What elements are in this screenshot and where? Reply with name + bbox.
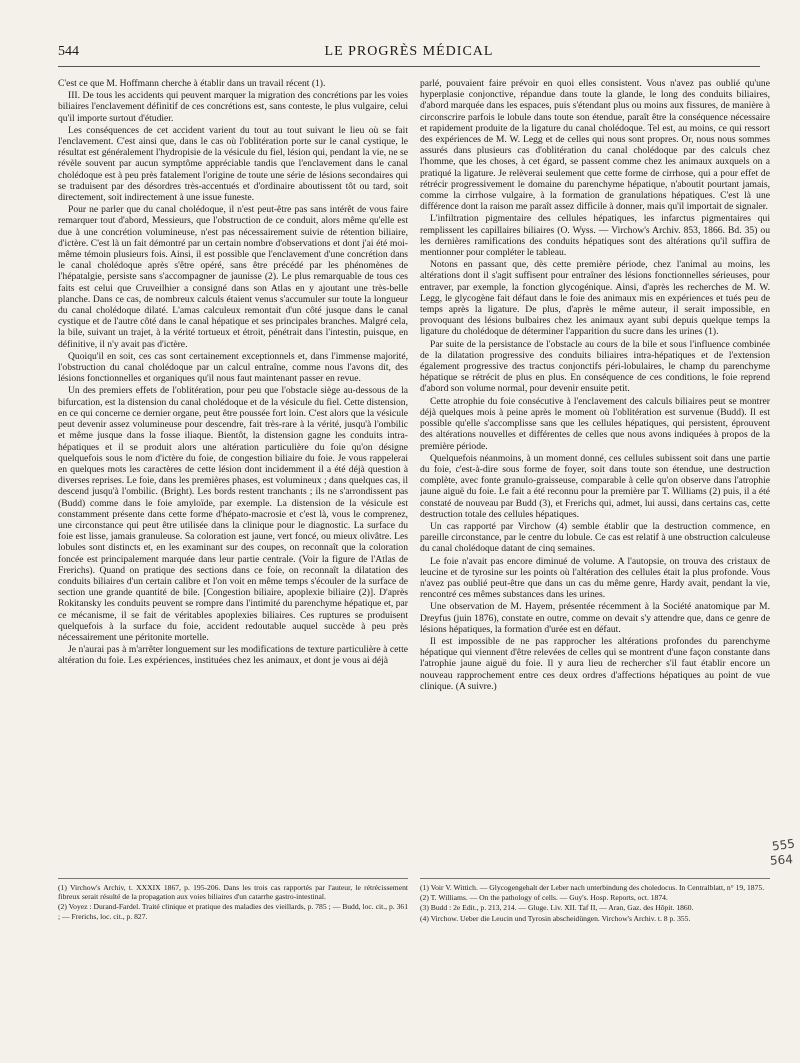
footnote: (4) Virchow. Ueber die Leucin und Tyrosin abscheidüngen. Virchow's Archiv. t. 8 p. 355.: [420, 913, 691, 923]
paragraph: Cette atrophie du foie consécutive à l'enclavement des calculs biliaires peut se montrer déjà quelques mois à peine après le moment où l'oblitération est survenue (Budd). Il est possible qu'elle s'accomplisse sans que les cellules hépatiques, qui persistent, éprouvent des altérations nouvelles et différentes de celles que nous avons indiquées à propos de la première période.: [420, 395, 770, 452]
paragraph: Un cas rapporté par Virchow (4) semble établir que la destruction commence, en pareille circonstance, par le centre du lobule. Ce cas est relatif à une obstruction calculeuse du canal cholédoque datant de cinq semaines.: [420, 520, 770, 555]
paragraph: Par suite de la persistance de l'obstacle au cours de la bile et sous l'influence combinée de la dilatation progressive des conduits biliaires intra-hépatiques et de l'extension également progressive des tractus conjonctifs péri-lobulaires, le champ du parenchyme hépatique se rétrécit de plus en plus. En conséquence de ces conditions, le foie reprend d'abord son volume normal, pour devenir ensuite petit.: [420, 338, 770, 395]
right-column: [420, 78, 770, 978]
paragraph: Une observation de M. Hayem, présentée récemment à la Société anatomique par M. Dreyfus (juin 1876), constate en outre, comme on devait s'y attendre que, dans ce genre de lésions hépatiques, la formation d'urée est en défaut.: [420, 601, 770, 635]
paragraph: Le foie n'avait pas encore diminué de volume. A l'autopsie, on trouva des cristaux de leucine et de tyrosine sur les points où l'altération des cellules était la plus profonde. Vous n'avez pas oublié peut-être que dans un cas du même genre, Hardy avait, pendant la vie, rencontré ces mêmes substances dans les urines.: [420, 555, 770, 601]
paragraph: C'est ce que M. Hoffmann cherche à établir dans un travail récent (1).: [58, 78, 326, 89]
paragraph: Il est impossible de ne pas rapprocher les altérations profondes du parenchyme hépatique qui viennent d'être relevées de celles qui se montrent d'une façon constante dans l'atrophie jaune aiguë du foie. Il y aura lieu de rechercher s'il faut établir encore un nouveau rapprochement entre ces deux ordres d'affections hépatiques au point de vue clinique. (A suivre.): [420, 635, 770, 692]
right-footnotes: [420, 878, 770, 924]
footnote: (3) Budd : 2e Edit., p. 213, 214. — Gluge. Liv. XII. Taf II, — Aran, Gaz. des Hôpit. 1860.: [420, 903, 694, 913]
footnote: (2) Voyez : Durand-Fardel. Traité clinique et pratique des maladies des vieillards, p. 785 ; — Budd, loc. cit., p. 361 ; — Frerichs, loc. cit., p. 827.: [58, 902, 408, 921]
paragraph: Pour ne parler que du canal cholédoque, il n'est peut-être pas sans intérêt de vous faire remarquer tout d'abord, Messieurs, que l'obstruction de ce conduit, alors même qu'elle est due à une concrétion volumineuse, n'est pas nécessairement suivie de rétention biliaire, d'ictère. C'est là un fait démontré par un certain nombre d'observations et dont j'ai été moi-même témoin plusieurs fois. Ainsi, il est possible que l'enclavement d'une concrétion dans le canal cholédoque après s'être opéré, sans être précédé par les phénomènes de l'hépatalgie, persiste sans s'accompagner de jaunisse (2). Le plus remarquable de tous ces faits est celui que Cruveilhier a consigné dans son Atlas en y ajoutant une très-belle planche. Dans ce cas, de nombreux calculs étaient venus s'accumuler sur toute la longueur du canal cholédoque dilaté. L'amas calculeux remontait d'un côté jusque dans le canal cystique et de l'autre côté dans le canal hépatique et ses principales branches. Malgré cela, la bile, suivant un trajet, à la vérité tortueux et étroit, pénétrait dans l'intestin, puisque, en définitive, il n'y avait pas d'ictère.: [58, 204, 408, 350]
page-header: [58, 44, 760, 66]
paragraph: Notons en passant que, dès cette première période, chez l'animal au moins, les altérations dont il s'agit suffisent pour entraîner des lésions fonctionnelles sérieuses, pour entraver, par exemple, la fonction glycogénique. Ainsi, d'après les recherches de M. W. Legg, le glycogène fait défaut dans le foie des animaux mis en expériences et tués peu de temps après la ligature. De plus, d'après le même auteur, il serait impossible, en provoquant des lésions bulbaires chez les animaux ayant subi depuis quelque temps la ligature du cholédoque de déterminer l'apparition du sucre dans les urines (1).: [420, 259, 770, 338]
paragraph: Un des premiers effets de l'oblitération, pour peu que l'obstacle siège au-dessous de la bifurcation, est la distension du canal cholédoque et de la vésicule du fiel. Cette distension, en ce qui concerne ce dernier organe, peut être poussée fort loin. C'est alors que la vésicule peut devenir assez volumineuse pour descendre, fait très-rare à la vérité, jusqu'à l'ombilic et même jusque dans la fosse iliaque. Bientôt, la distension gagne les conduits intra-hépatiques et il se produit alors une altération particulière du foie qu'on désigne quelquefois sous le nom d'ictère du foie, de congestion biliaire du foie. Je vous rappelerai en quelques mots les caractères de cette lésion dont incidemment il a été déjà question à diverses reprises. Le foie, dans les premières phases, est volumineux ; dans quelques cas, il descend jusqu'à l'ombilic. (Bright). Les bords restent tranchants ; ils ne s'arrondissent pas (Budd) comme dans le foie amyloïde, par exemple. La distension de la vésicule est constamment présente dans cette forme d'hépato-macrosie et c'est là, vous le comprenez, une circonstance qui peut être utilisée dans la clinique pour le diagnostic. La surface du foie est lisse, jamais granuleuse. Sa coloration est jaune, vert foncé, ou mieux olivâtre. Les lobules sont distincts et, en les examinant sur des coupes, on reconnaît que la coloration foncée est principalement marquée dans leur partie centrale. (Voir la figure de l'Atlas de Frerichs). Quand on pratique des sections dans ce foie, on reconnaît la dilatation des conduits biliaires d'un certain calibre et l'on voit en même temps s'écouler de la surface de section une grande quantité de bile. [Congestion biliaire, apoplexie biliaire (2)]. D'après Rokitansky les conduits peuvent se rompre dans l'intimité du parenchyme hépatique et, par ce mécanisme, il se fait de véritables apoplexies biliaires. Ces ruptures se produisent quelquefois à la surface du foie, accident redoutable auquel succède à peu près nécessairement une péritonite mortelle.: [58, 385, 408, 643]
running-head: LE PROGRÈS MÉDICAL: [324, 44, 494, 59]
paragraph: L'infiltration pigmentaire des cellules hépatiques, les infarctus pigmentaires qui remplissent les capillaires biliaires (O. Wyss. — Virchow's Archiv. 853, 1866. Bd. 35) ou les dernières ramifications des conduits hépatiques sont des altérations qu'il suffira de mentionner pour compléter le tableau.: [420, 213, 770, 259]
footnote: (1) Virchow's Archiv, t. XXXIX 1867, p. 195-206. Dans les trois cas rapportés par l'auteur, le rétrécissement fibreux serait résulté de la propagation aux voies biliaires d'un catarrhe gastro-intestinal.: [58, 883, 408, 902]
paragraph: Les conséquences de cet accident varient du tout au tout suivant le lieu où se fait l'enclavement. C'est ainsi que, dans le cas où l'oblitération porte sur le canal cystique, le résultat est généralement l'hydropisie de la vésicule du fiel, lésion qui, pendant la vie, ne se révèle souvent par aucun symptôme appréciable tandis que l'enclavement dans le canal cholédoque est à peu près fatalement l'origine de toute une série de lésions secondaires qui se traduisent par des désordres très-accentués et d'ordinaire aboutissent tôt ou tard, soit directement, soit indirectement à une issue funeste.: [58, 124, 408, 204]
paragraph: parlé, pouvaient faire prévoir en quoi elles consistent. Vous n'avez pas oublié qu'une hyperplasie conjonctive, répandue dans toute la glande, le long des conduits biliaires, d'abord marquée dans les espaces, puis s'étendant plus ou moins aux fissures, de manière à circonscrire parfois le lobule dans toute son étendue, paraît être la conséquence nécessaire et rapidement produite de la ligature du canal cholédoque. Tel est, au moins, ce qui ressort des expériences de M. W. Legg et de celles qui nous sont propres. Or, nous nous sommes assurés dans plusieurs cas d'oblitération du canal cholédoque par des calculs chez l'homme, que les choses, à cet égard, se passent comme chez les animaux auxquels on a pratiqué la ligature. Je relèverai seulement que cette forme de cirrhose, qui a pour effet de rétrécir progressivement le domaine du parenchyme hépatique, n'aboutit pourtant jamais, comme la cirrhose vulgaire, à la formation de granulations hépatiques. C'est là une différence dont la raison me paraît assez difficile à donner, mais qu'il importait de signaler.: [420, 78, 770, 213]
footnote: (2) T. Williams. — On the pathology of cells. — Guy's. Hosp. Reports, oct. 1874.: [420, 893, 668, 903]
header-rule: [58, 66, 760, 67]
footnote: (1) Voir V. Wittich. — Glycogengehalt der Leber nach unterbindung des choledocus. In Centralblatt, n° 19, 1875.: [420, 883, 765, 892]
paragraph: Quelquefois néanmoins, à un moment donné, ces cellules subissent soit dans une partie du foie, c'est-à-dire sous forme de foyer, soit dans toute son étendue, une destruction complète, avec fonte granulo-graisseuse, comparable à celle qu'on observe dans l'atrophie jaune aiguë du foie. Le fait a été reconnu pour la première par T. Williams (2) puis, il a été constaté de nouveau par Budd (3), et Frerichs qui, admet, lui aussi, dans certains cas, cette destruction totale des cellules hépatiques.: [420, 452, 770, 520]
paragraph: III. De tous les accidents qui peuvent marquer la migration des concrétions par les voies biliaires l'enclavement définitif de ces concrétions est, sans conteste, le plus vulgaire, celui qu'il importe surtout d'étudier.: [58, 90, 408, 124]
handwritten-margin-note: 555: [771, 836, 796, 854]
paragraph: Quoiqu'il en soit, ces cas sont certainement exceptionnels et, dans l'immense majorité, l'obstruction du canal cholédoque par un calcul entraîne, comme nous l'avons dit, des lésions fonctionnelles et organiques qu'il nous faut maintenant passer en revue.: [58, 350, 408, 385]
paragraph: Je n'aurai pas à m'arrêter longuement sur les modifications de texture particulière à cette altération du foie. Les expériences, instituées chez les animaux, et dont je vous ai déjà: [58, 644, 408, 667]
page-number: 544: [58, 44, 79, 59]
left-footnotes: [58, 878, 408, 922]
left-column: [58, 78, 408, 978]
handwritten-margin-note: 564: [769, 852, 794, 868]
